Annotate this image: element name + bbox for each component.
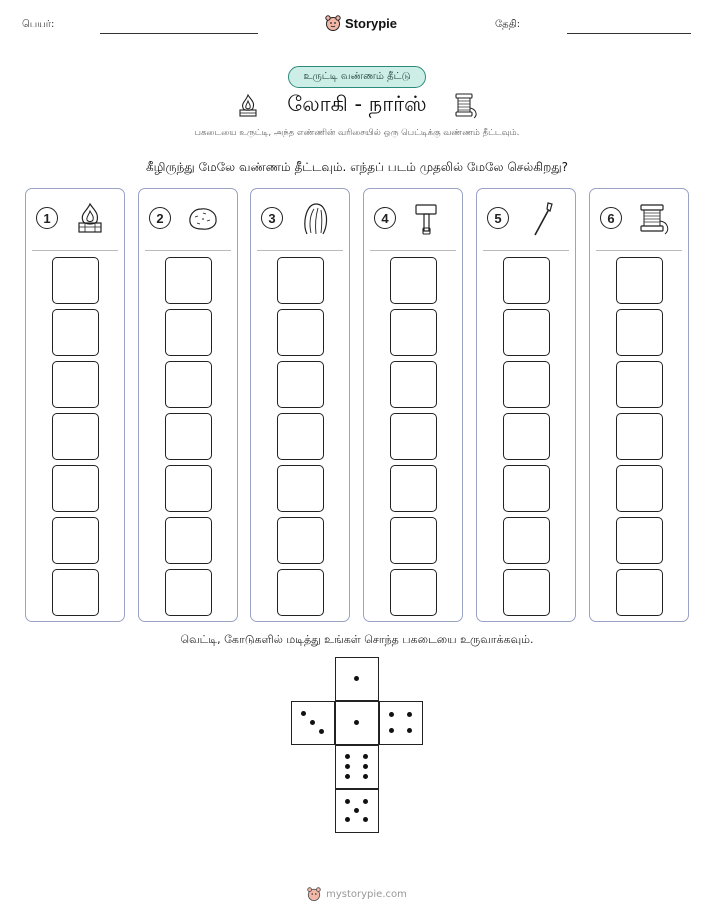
pip (407, 728, 412, 733)
color-box[interactable] (616, 569, 663, 616)
color-box[interactable] (616, 465, 663, 512)
color-box[interactable] (165, 413, 212, 460)
pip (345, 799, 350, 804)
page-title: லோகி - நார்ஸ் (287, 92, 427, 116)
color-box[interactable] (616, 257, 663, 304)
dice-face-top (335, 657, 379, 701)
color-box[interactable] (277, 517, 324, 564)
color-box[interactable] (503, 413, 550, 460)
color-box[interactable] (390, 569, 437, 616)
column-divider (370, 250, 456, 251)
column-number: 1 (36, 207, 58, 229)
color-box[interactable] (277, 465, 324, 512)
color-box[interactable] (616, 309, 663, 356)
spear-icon (523, 200, 559, 238)
column-number: 3 (261, 207, 283, 229)
color-box[interactable] (616, 413, 663, 460)
thread-spool-icon (636, 200, 672, 238)
column-5 (476, 188, 576, 622)
column-4 (363, 188, 463, 622)
logo-text: Storypie (345, 15, 398, 31)
mascot-icon (307, 886, 321, 902)
pip (363, 817, 368, 822)
footer (0, 886, 714, 902)
column-divider (483, 250, 569, 251)
color-box[interactable] (277, 361, 324, 408)
pip (345, 764, 350, 769)
date-label: தேதி: (495, 19, 521, 30)
activity-tag: உருட்டி வண்ணம் தீட்டு (288, 66, 426, 88)
color-box[interactable] (52, 465, 99, 512)
pip (407, 712, 412, 717)
dice-face-bottom (335, 789, 379, 833)
column-divider (145, 250, 231, 251)
pip (354, 676, 359, 681)
pip (319, 729, 324, 734)
name-line[interactable] (100, 33, 258, 34)
color-box[interactable] (503, 361, 550, 408)
column-number: 6 (600, 207, 622, 229)
color-box[interactable] (277, 569, 324, 616)
pip (363, 764, 368, 769)
color-box[interactable] (390, 517, 437, 564)
column-1 (25, 188, 125, 622)
color-box[interactable] (503, 465, 550, 512)
color-box[interactable] (52, 361, 99, 408)
color-box[interactable] (52, 517, 99, 564)
color-box[interactable] (277, 413, 324, 460)
column-6 (589, 188, 689, 622)
column-number: 2 (149, 207, 171, 229)
pip (345, 817, 350, 822)
column-number: 4 (374, 207, 396, 229)
pip (389, 728, 394, 733)
color-box[interactable] (503, 257, 550, 304)
thread-spool-icon (452, 91, 480, 121)
pip (301, 711, 306, 716)
pip (363, 754, 368, 759)
color-box[interactable] (165, 257, 212, 304)
pip (310, 720, 315, 725)
pip (389, 712, 394, 717)
color-box[interactable] (165, 569, 212, 616)
color-box[interactable] (503, 517, 550, 564)
column-number: 5 (487, 207, 509, 229)
pip (363, 799, 368, 804)
color-box[interactable] (52, 257, 99, 304)
color-box[interactable] (390, 361, 437, 408)
storypie-logo (325, 14, 397, 32)
color-box[interactable] (390, 257, 437, 304)
color-box[interactable] (165, 465, 212, 512)
column-divider (257, 250, 343, 251)
color-box[interactable] (503, 569, 550, 616)
hair-icon (297, 200, 333, 238)
pip (345, 754, 350, 759)
fire-icon (72, 200, 108, 238)
date-line[interactable] (567, 33, 691, 34)
color-box[interactable] (277, 309, 324, 356)
color-box[interactable] (277, 257, 324, 304)
pip (363, 774, 368, 779)
subtitle: பகடையை உருட்டி, அந்த எண்ணின் வரிசையில் ஒரு பெட்டிக்கு வண்ணம் தீட்டவும். (194, 128, 520, 138)
column-divider (596, 250, 682, 251)
column-3 (250, 188, 350, 622)
color-box[interactable] (165, 309, 212, 356)
color-box[interactable] (503, 309, 550, 356)
rock-icon (185, 200, 221, 238)
color-box[interactable] (165, 517, 212, 564)
dice-instructions: வெட்டி, கோடுகளில் மடித்து உங்கள் சொந்த பகடையை உருவாக்கவும். (180, 633, 534, 646)
column-divider (32, 250, 118, 251)
question: கீழிருந்து மேலே வண்ணம் தீட்டவும். எந்தப் படம் முதலில் மேலே செல்கிறது? (145, 160, 569, 174)
pip (354, 808, 359, 813)
color-box[interactable] (616, 517, 663, 564)
dice-face-right (379, 701, 423, 745)
column-2 (138, 188, 238, 622)
dice-face-lower (335, 745, 379, 789)
dice-face-left (291, 701, 335, 745)
color-box[interactable] (52, 309, 99, 356)
color-box[interactable] (390, 413, 437, 460)
name-label: பெயர்: (22, 19, 55, 30)
color-box[interactable] (52, 569, 99, 616)
dice-face-center (335, 701, 379, 745)
color-box[interactable] (165, 361, 212, 408)
color-box[interactable] (390, 309, 437, 356)
hammer-icon (410, 200, 446, 238)
footer-link[interactable]: mystorypie.com (326, 888, 407, 900)
pip (354, 720, 359, 725)
mascot-icon (325, 14, 341, 32)
color-box[interactable] (390, 465, 437, 512)
color-box[interactable] (616, 361, 663, 408)
color-box[interactable] (52, 413, 99, 460)
pip (345, 774, 350, 779)
